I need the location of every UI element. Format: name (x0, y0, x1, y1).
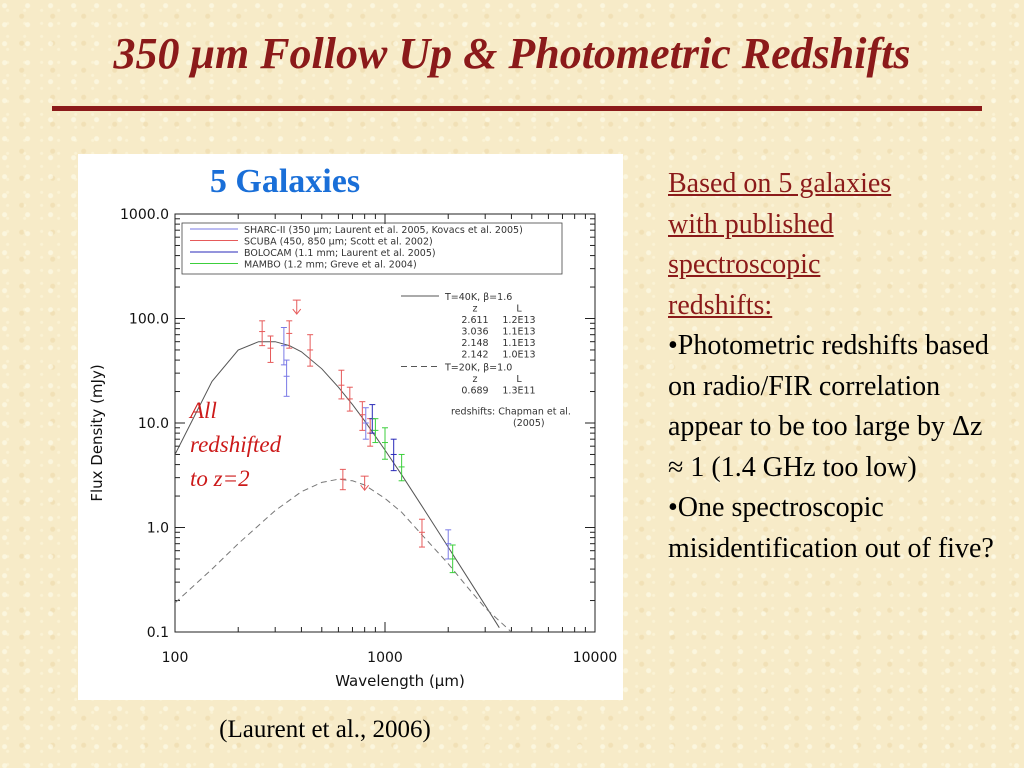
y-tick-label: 100.0 (128, 311, 169, 328)
model-table-cell: 3.036 (461, 326, 489, 338)
model-note: (2005) (513, 418, 545, 429)
title-underline (52, 106, 982, 111)
summary-heading-line: with published (668, 208, 834, 240)
x-tick-label: 1000 (367, 650, 403, 666)
bullet-misidentification: •One spectroscopic misidentification out of five? (668, 492, 994, 564)
y-tick-label: 1.0 (146, 520, 169, 537)
x-tick-label: 10000 (572, 650, 618, 666)
redshift-annotation (190, 394, 281, 496)
summary-heading (668, 164, 998, 326)
model-table-cell: 1.0E13 (502, 349, 536, 361)
y-tick-label: 1000.0 (120, 207, 169, 223)
summary-text (668, 164, 998, 569)
bullet-photometric-redshifts: •Photometric redshifts based on radio/FIR correlation appear to be too large by Δz ≈ 1 (1.4 GHz too low) (668, 330, 989, 483)
model-table-cell: 2.148 (461, 338, 489, 349)
model-table-cell: 0.689 (461, 385, 489, 397)
model-table-header: z (472, 303, 478, 315)
legend-label: MAMBO (1.2 mm; Greve et al. 2004) (244, 259, 417, 271)
slide-title: 350 μm Follow Up & Photometric Redshifts (113, 29, 911, 78)
chart-title: 5 Galaxies (209, 163, 361, 200)
model-note: redshifts: Chapman et al. (451, 406, 571, 418)
summary-heading-line: Based on 5 galaxies (668, 168, 892, 199)
model-table-cell: 1.2E13 (502, 315, 536, 326)
model-table-cell: 1.1E13 (502, 338, 536, 349)
model-table-header: L (516, 374, 522, 385)
model-header: T=20K, β=1.0 (445, 362, 513, 374)
model-table-cell: 1.1E13 (502, 326, 536, 338)
y-tick-label: 10.0 (137, 416, 169, 432)
citation: (Laurent et al., 2006) (219, 716, 431, 743)
x-axis-label: Wavelength (μm) (335, 672, 465, 690)
model-table-header: z (472, 374, 478, 385)
y-tick-label: 0.1 (146, 625, 169, 641)
chart-panel (78, 154, 623, 700)
annotation-line: All (190, 398, 217, 423)
model-table-cell: 2.611 (461, 315, 489, 326)
legend-label: SHARC-II (350 μm; Laurent et al. 2005, Kovacs et al. 2005) (244, 225, 523, 236)
annotation-line: to z=2 (190, 466, 250, 491)
legend-label: SCUBA (450, 850 μm; Scott et al. 2002) (244, 236, 433, 248)
legend-label: BOLOCAM (1.1 mm; Laurent et al. 2005) (244, 248, 436, 259)
model-table-header: L (516, 303, 522, 315)
model-table-cell: 1.3E11 (502, 385, 536, 397)
x-tick-label: 100 (161, 650, 189, 666)
annotation-line: redshifted (190, 432, 282, 457)
summary-heading-line: redshifts: (668, 289, 773, 321)
model-table-cell: 2.142 (461, 349, 489, 361)
y-axis-label: Flux Density (mJy) (88, 364, 106, 502)
model-header: T=40K, β=1.6 (445, 292, 513, 303)
model-curve-20k (175, 479, 511, 632)
summary-heading-line: spectroscopic (668, 249, 821, 280)
sed-chart (78, 154, 623, 700)
